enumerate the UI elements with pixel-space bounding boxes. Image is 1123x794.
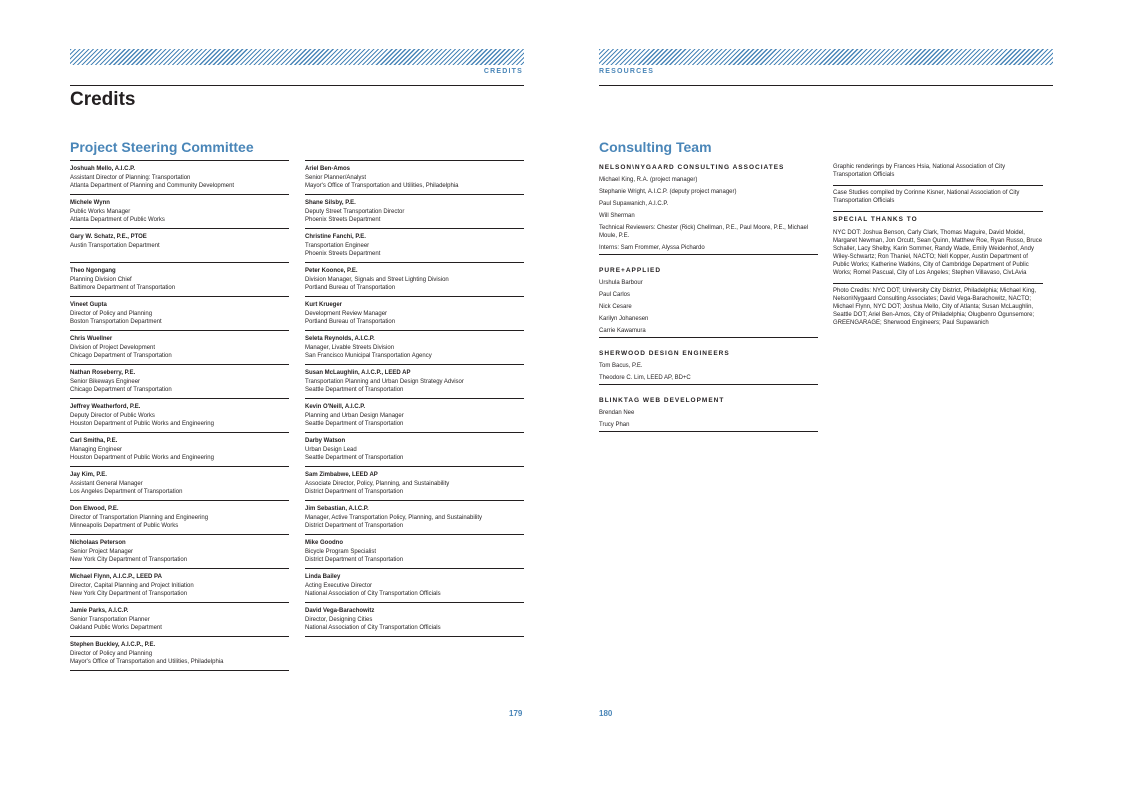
committee-member (305, 603, 524, 637)
consulting-firm (599, 346, 818, 385)
member-detail: Director of Transportation Planning and Engineering (70, 514, 209, 521)
member-detail: Division of Project Development (70, 344, 156, 351)
member-name: Susan McLaughlin, A.I.C.P., LEED AP (305, 370, 411, 376)
committee-member (70, 637, 289, 671)
team-member: Tom Bacus, P.E. (599, 363, 643, 369)
member-detail: Assistant Director of Planning: Transportation (70, 174, 191, 181)
member-detail: Houston Department of Public Works and Engineering (70, 454, 214, 461)
committee-member (305, 501, 524, 535)
committee-member (70, 399, 289, 433)
member-detail: Austin Transportation Department (70, 242, 160, 249)
member-name: Nathan Roseberry, P.E. (70, 370, 136, 376)
header-rule (70, 85, 524, 86)
committee-member (70, 263, 289, 297)
member-detail: Atlanta Department of Public Works (70, 216, 165, 223)
member-name: Darby Watson (305, 438, 346, 444)
team-member: Stephanie Wright, A.I.C.P. (deputy project manager) (599, 189, 737, 195)
member-detail: Mayor's Office of Transportation and Utilities, Philadelphia (70, 658, 224, 665)
member-detail: Atlanta Department of Planning and Community Development (70, 182, 235, 189)
member-detail: Planning and Urban Design Manager (305, 412, 404, 419)
member-detail: District Department of Transportation (305, 488, 404, 495)
member-name: Chris Wuellner (70, 336, 113, 342)
right-page (561, 0, 1123, 794)
member-name: Carl Smitha, P.E. (70, 438, 118, 444)
running-head: RESOURCES (599, 68, 655, 75)
member-name: Sam Zimbabwe, LEED AP (305, 472, 378, 478)
committee-column-1 (70, 160, 289, 671)
photo-credits-text: Photo Credits: NYC DOT; University City District, Philadelphia; Michael King, Nelson\Nygaard Consulting Associates; David Vega-Barachowitz, NACTO; Michael Flynn, NYC DOT; Joshua Mello, City of Atlanta; Susan McLaughlin, Seattle DOT; Ariel Ben-Amos, City of Philadelphia; Olugbenro Ogunsemore; GREENGARAGE; Sherwood Engineers; Paul Supawanich (833, 288, 1037, 326)
header-hatch-band (599, 49, 1053, 65)
member-detail: Minneapolis Department of Public Works (70, 522, 179, 529)
member-name: Mike Goodno (305, 540, 343, 546)
member-detail: District Department of Transportation (305, 556, 404, 563)
page-number: 179 (509, 709, 523, 718)
member-name: Christine Fanchi, P.E. (305, 234, 366, 240)
member-detail: Senior Bikeways Engineer (70, 378, 141, 385)
member-detail: Los Angeles Department of Transportation (70, 488, 183, 495)
committee-member (70, 229, 289, 263)
page-number: 180 (599, 709, 613, 718)
member-detail: Transportation Engineer (305, 242, 370, 249)
firm-name: NELSON\NYGAARD CONSULTING ASSOCIATES (599, 164, 785, 171)
consulting-firm (599, 263, 818, 338)
committee-member (70, 297, 289, 331)
member-name: Peter Koonce, P.E. (305, 268, 358, 274)
committee-member (305, 399, 524, 433)
committee-member (70, 195, 289, 229)
committee-member (70, 331, 289, 365)
firm-name: SHERWOOD DESIGN ENGINEERS (599, 350, 730, 357)
committee-member (70, 603, 289, 637)
case-studies-note: Case Studies compiled by Corinne Kisner, National Association of City Transportation Officials (833, 186, 1043, 212)
member-name: Jay Kim, P.E. (70, 472, 107, 478)
committee-member (305, 229, 524, 263)
committee-member (70, 433, 289, 467)
member-name: Kurt Krueger (305, 302, 343, 308)
member-detail: Oakland Public Works Department (70, 624, 162, 631)
team-member: Carrie Kawamura (599, 328, 646, 334)
committee-member (70, 467, 289, 501)
member-name: Shane Silsby, P.E. (305, 200, 356, 206)
member-detail: Planning Division Chief (70, 276, 132, 283)
group-divider (599, 384, 818, 385)
committee-member (305, 569, 524, 603)
committee-member (305, 263, 524, 297)
member-name: Nicholaas Peterson (70, 540, 126, 546)
member-detail: New York City Department of Transportation (70, 556, 188, 563)
member-detail: Manager, Active Transportation Policy, Planning, and Sustainability (305, 514, 482, 521)
member-detail: Chicago Department of Transportation (70, 386, 172, 393)
team-member: Trucy Phan (599, 422, 630, 428)
committee-member (305, 331, 524, 365)
member-detail: Director of Policy and Planning (70, 650, 153, 657)
committee-column-2 (305, 160, 524, 637)
member-detail: San Francisco Municipal Transportation Agency (305, 352, 432, 359)
consulting-team-column (599, 160, 818, 440)
member-detail: Baltimore Department of Transportation (70, 284, 176, 291)
member-detail: Urban Design Lead (305, 446, 357, 453)
special-thanks-heading: SPECIAL THANKS TO (833, 216, 918, 223)
member-name: Ariel Ben-Amos (305, 166, 351, 172)
member-detail: District Department of Transportation (305, 522, 404, 529)
member-name: Joshuah Mello, A.I.C.P. (70, 166, 136, 172)
member-name: Jeffrey Weatherford, P.E. (70, 404, 141, 410)
member-detail: Bicycle Program Specialist (305, 548, 377, 555)
member-detail: Associate Director, Policy, Planning, and Sustainability (305, 480, 450, 487)
member-detail: Seattle Department of Transportation (305, 420, 404, 427)
committee-member (305, 433, 524, 467)
committee-member (70, 161, 289, 195)
committee-member (305, 297, 524, 331)
committee-member (305, 365, 524, 399)
consulting-firm (599, 393, 818, 432)
member-detail: Director of Policy and Planning (70, 310, 153, 317)
team-member: Nick Cesare (599, 304, 632, 310)
team-member: Interns: Sam Frommer, Alyssa Pichardo (599, 245, 705, 251)
member-detail: National Association of City Transportation Officials (305, 590, 441, 597)
team-member: Karilyn Johanesen (599, 316, 649, 322)
member-name: Stephen Buckley, A.I.C.P., P.E. (70, 642, 156, 648)
member-detail: New York City Department of Transportation (70, 590, 188, 597)
member-name: Gary W. Schatz, P.E., PTOE (70, 234, 147, 240)
firm-name: PURE+APPLIED (599, 267, 662, 274)
member-detail: Manager, Livable Streets Division (305, 344, 395, 351)
member-detail: Phoenix Streets Department (305, 216, 381, 223)
committee-member (305, 535, 524, 569)
member-name: Michael Flynn, A.I.C.P., LEED PA (70, 574, 162, 580)
member-detail: Development Review Manager (305, 310, 388, 317)
left-page (0, 0, 561, 794)
header-hatch-band (70, 49, 524, 65)
member-detail: Phoenix Streets Department (305, 250, 381, 257)
member-name: Seleta Reynolds, A.I.C.P. (305, 336, 375, 342)
team-member: Paul Supawanich, A.I.C.P. (599, 201, 669, 207)
member-detail: Deputy Director of Public Works (70, 412, 155, 419)
member-name: Linda Bailey (305, 574, 341, 580)
member-name: Don Elwood, P.E. (70, 506, 119, 512)
member-detail: Director, Capital Planning and Project Initiation (70, 582, 194, 589)
member-name: Kevin O'Neill, A.I.C.P. (305, 404, 366, 410)
group-divider (599, 431, 818, 432)
member-detail: Chicago Department of Transportation (70, 352, 172, 359)
member-detail: Public Works Manager (70, 208, 131, 215)
committee-member (70, 569, 289, 603)
committee-member (305, 467, 524, 501)
member-detail: Portland Bureau of Transportation (305, 318, 396, 325)
team-member: Paul Carlos (599, 292, 631, 298)
notes-column (833, 160, 1043, 333)
team-member: Michael King, R.A. (project manager) (599, 177, 698, 183)
member-detail: Deputy Street Transportation Director (305, 208, 405, 215)
firm-name: BLINKTAG WEB DEVELOPMENT (599, 397, 725, 404)
member-detail: Director, Designing Cities (305, 616, 373, 623)
member-detail: Seattle Department of Transportation (305, 386, 404, 393)
member-detail: Managing Engineer (70, 446, 123, 453)
committee-member (70, 365, 289, 399)
member-name: Jim Sebastian, A.I.C.P. (305, 506, 369, 512)
committee-member (305, 195, 524, 229)
team-member: Urshula Barbour (599, 280, 643, 286)
member-detail: Senior Project Manager (70, 548, 134, 555)
committee-member (70, 535, 289, 569)
team-member: Brendan Nee (599, 410, 635, 416)
team-member: Theodore C. Lim, LEED AP, BD+C (599, 375, 691, 381)
member-name: Vineet Gupta (70, 302, 107, 308)
committee-member (305, 161, 524, 195)
renderings-note: Graphic renderings by Frances Hsia, National Association of City Transportation Officials (833, 160, 1043, 186)
team-member: Will Sherman (599, 213, 635, 219)
group-divider (599, 254, 818, 255)
member-detail: Senior Planner/Analyst (305, 174, 367, 181)
special-thanks-text: NYC DOT: Joshua Benson, Carly Clark, Thomas Maguire, David Moidel, Margaret Newman, Jon Orcutt, Sean Quinn, Matthew Roe, Ryan Russo, Bruce Schaller, Lacy Shelby, Karin Sommer, Randy Wade, Emily Weidenhof, Andy Wiley-Schwartz; Ron Thaniel, NACTO; Nell Kopper, Austin Department of Public Works; Katherine Watkins, City of Cambridge Department of Public Works; Romel Pascual, City of Los Angeles; Stephen Villavaso, CivLAvia (833, 226, 1043, 284)
member-detail: Senior Transportation Planner (70, 616, 150, 623)
member-detail: Boston Transportation Department (70, 318, 162, 325)
member-detail: Mayor's Office of Transportation and Utilities, Philadelphia (305, 182, 459, 189)
section-title: Project Steering Committee (70, 139, 254, 155)
committee-member (70, 501, 289, 535)
team-member: Technical Reviewers: Chester (Rick) Chellman, P.E., Paul Moore, P.E., Michael Moule, P.E. (599, 225, 809, 239)
member-name: Michele Wynn (70, 200, 110, 206)
member-detail: Seattle Department of Transportation (305, 454, 404, 461)
page-title: Credits (70, 89, 136, 110)
member-detail: Acting Executive Director (305, 582, 373, 589)
member-detail: Division Manager, Signals and Street Lighting Division (305, 276, 449, 283)
consulting-firm (599, 160, 818, 255)
group-divider (599, 337, 818, 338)
section-title: Consulting Team (599, 139, 712, 155)
member-detail: Assistant General Manager (70, 480, 143, 487)
member-detail: National Association of City Transportation Officials (305, 624, 441, 631)
member-name: David Vega-Barachowitz (305, 608, 375, 614)
header-rule (599, 85, 1053, 86)
member-detail: Houston Department of Public Works and Engineering (70, 420, 214, 427)
member-name: Theo Ngongang (70, 268, 116, 274)
running-head: CREDITS (483, 68, 523, 75)
member-detail: Portland Bureau of Transportation (305, 284, 396, 291)
member-detail: Transportation Planning and Urban Design Strategy Advisor (305, 378, 464, 385)
member-name: Jamie Parks, A.I.C.P. (70, 608, 129, 614)
